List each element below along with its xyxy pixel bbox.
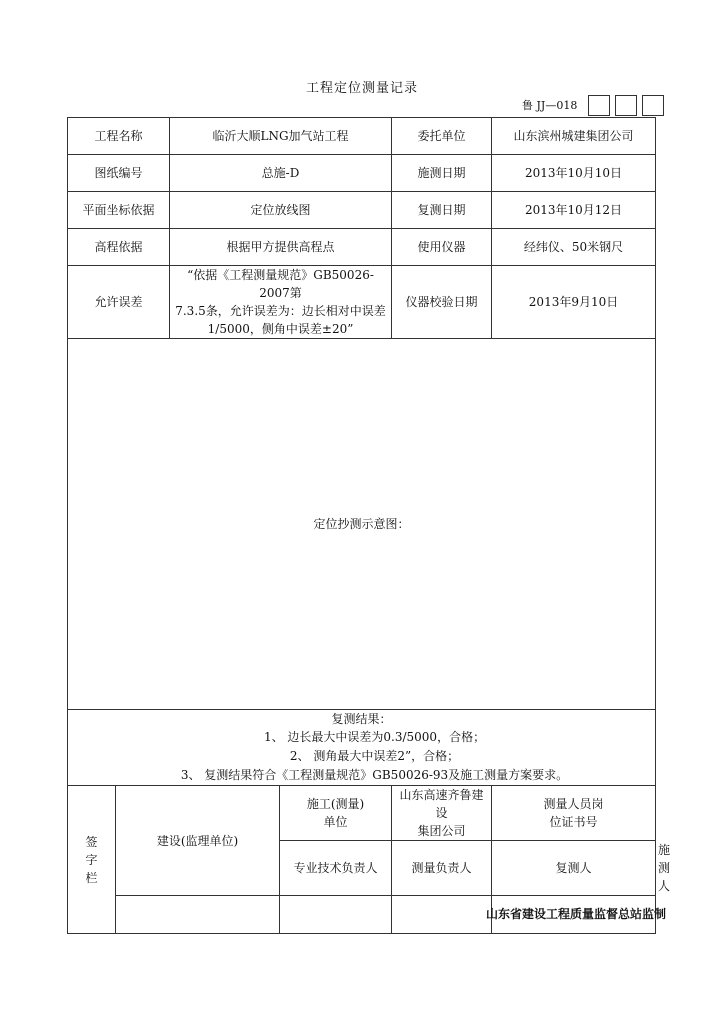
client-label: 委托单位 [392, 118, 492, 155]
form-code: 鲁 JJ—018 [522, 99, 578, 112]
page-title: 工程定位测量记录 [305, 81, 418, 96]
signature-side-label [68, 786, 116, 934]
tech-lead-label: 专业技术负责人 [280, 841, 392, 896]
instrument-value[interactable]: 经纬仪、50米钢尺 [492, 229, 656, 266]
supervision-unit-label: 建设(监理单位) [116, 786, 280, 896]
survey-record-table [67, 117, 671, 934]
calibration-date-value[interactable]: 2013年9月10日 [492, 266, 656, 339]
side-char-3: 栏 [85, 870, 98, 885]
recheck-date-label: 复测日期 [392, 192, 492, 229]
tolerance-line-3: 1/5000，侧角中误差±20” [207, 322, 354, 336]
row-tolerance [68, 266, 656, 339]
row-signature-roles: 专业技术负责人 测量负责人 复测人 施测人 [68, 841, 656, 896]
code-box-1[interactable] [588, 95, 610, 116]
rechecker-label: 复测人 [492, 841, 656, 896]
row-signature-header [68, 786, 656, 841]
row-coord-basis [68, 192, 656, 229]
client-value[interactable]: 山东滨州城建集团公司 [492, 118, 656, 155]
elevation-basis-value[interactable]: 根据甲方提供高程点 [170, 229, 392, 266]
side-char-1: 签 [85, 834, 98, 849]
company-name-line-2: 集团公司 [417, 824, 466, 838]
review-label: 复测结果： [331, 712, 392, 726]
construction-unit-label [280, 786, 392, 841]
code-box-3[interactable] [642, 95, 664, 116]
project-name-label: 工程名称 [68, 118, 170, 155]
coord-basis-value[interactable]: 定位放线图 [170, 192, 392, 229]
review-area[interactable] [68, 710, 656, 786]
tolerance-label: 允许误差 [68, 266, 170, 339]
row-project-name [68, 118, 656, 155]
row-review [68, 710, 656, 786]
calibration-date-label: 仪器校验日期 [392, 266, 492, 339]
cert-no-label [492, 786, 656, 841]
construction-unit-line-2: 单位 [323, 815, 348, 829]
elevation-basis-label: 高程依据 [68, 229, 170, 266]
code-box-2[interactable] [615, 95, 637, 116]
tolerance-line-1: “依据《工程测量规范》GB50026-2007第 [187, 268, 374, 300]
footer-issuer: 山东省建设工程质量监督总站监制 [485, 907, 666, 921]
review-item-2: 2、 测角最大中误差2”，合格； [289, 749, 460, 763]
construction-unit-line-1: 施工(测量) [306, 797, 365, 811]
drawing-no-label: 图纸编号 [68, 155, 170, 192]
recheck-date-value[interactable]: 2013年10月12日 [492, 192, 656, 229]
sketch-label: 定位抄测示意图： [313, 517, 410, 531]
tolerance-line-2: 7.3.5条，允许误差为：边长相对中误差 [175, 304, 386, 318]
tech-lead-signature[interactable] [280, 896, 392, 934]
review-item-3: 3、 复测结果符合《工程测量规范》GB50026-93及施工测量方案要求。 [180, 768, 569, 782]
tolerance-value[interactable] [170, 266, 392, 339]
coord-basis-label: 平面坐标依据 [68, 192, 170, 229]
instrument-label: 使用仪器 [392, 229, 492, 266]
company-name-line-1: 山东高速齐鲁建设 [399, 788, 484, 820]
side-char-2: 字 [85, 852, 98, 867]
drawing-no-value[interactable]: 总施-D [170, 155, 392, 192]
survey-lead-signature[interactable] [392, 896, 492, 934]
survey-date-value[interactable]: 2013年10月10日 [492, 155, 656, 192]
review-item-1: 1、 边长最大中误差为0.3/5000，合格； [263, 730, 486, 744]
row-elevation-basis [68, 229, 656, 266]
supervision-signature[interactable] [116, 896, 280, 934]
row-sketch [68, 339, 656, 710]
survey-date-label: 施测日期 [392, 155, 492, 192]
company-name [392, 786, 492, 841]
survey-lead-label: 测量负责人 [392, 841, 492, 896]
cert-no-line-2: 位证书号 [549, 815, 598, 829]
cert-no-line-1: 测量人员岗 [543, 797, 604, 811]
sketch-area[interactable] [68, 339, 656, 710]
project-name-value[interactable]: 临沂大顺LNG加气站工程 [170, 118, 392, 155]
row-drawing-no [68, 155, 656, 192]
